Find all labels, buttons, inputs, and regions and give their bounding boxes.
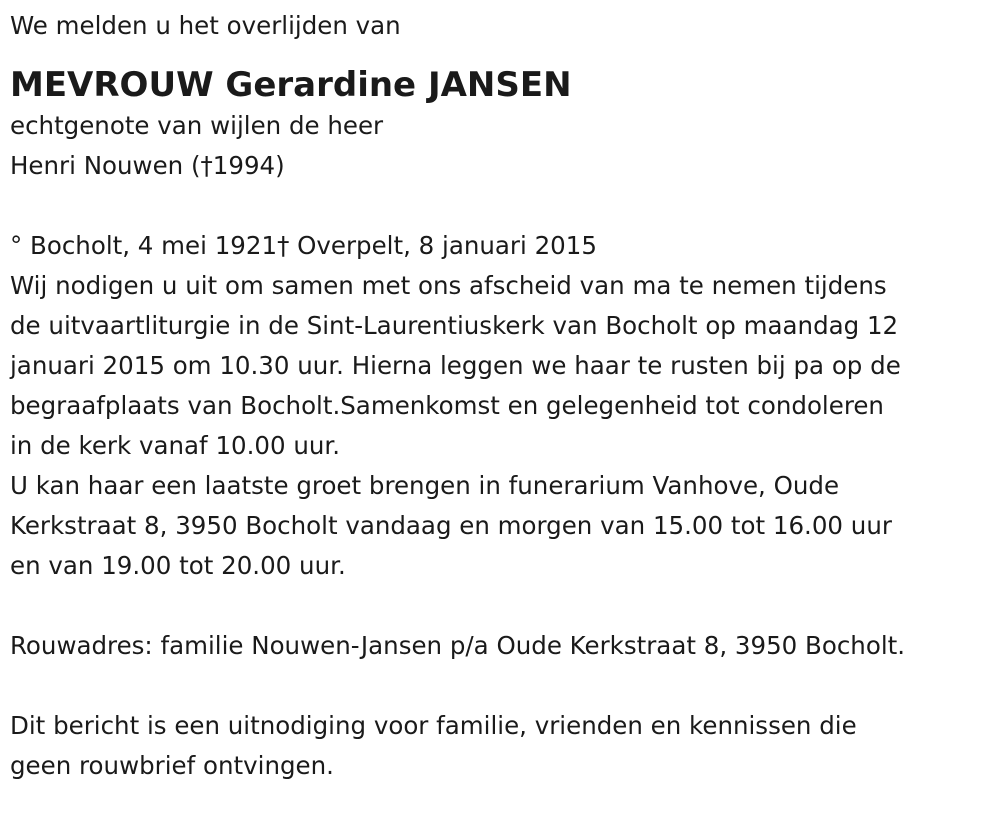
- funeral-paragraph: [10, 266, 985, 466]
- closing-paragraph: [10, 706, 985, 786]
- funeral-line: in de kerk vanaf 10.00 uur.: [10, 431, 341, 460]
- closing-line: Dit bericht is een uitnodiging voor familie, vrienden en kennissen die: [10, 711, 857, 740]
- deceased-name: MEVROUW Gerardine JANSEN: [10, 65, 572, 105]
- funeral-line: januari 2015 om 10.30 uur. Hierna leggen we haar te rusten bij pa op de: [10, 351, 901, 380]
- funeral-line: de uitvaartliturgie in de Sint-Laurentiuskerk van Bocholt op maandag 12: [10, 311, 899, 340]
- spacer: [10, 586, 985, 626]
- closing-line: geen rouwbrief ontvingen.: [10, 751, 334, 780]
- spouse-line-2: Henri Nouwen (†1994): [10, 151, 285, 180]
- funeral-line: begraafplaats van Bocholt.Samenkomst en gelegenheid tot condoleren: [10, 391, 884, 420]
- intro-text: We melden u het overlijden van: [10, 11, 401, 40]
- spouse-line-1: echtgenote van wijlen de heer: [10, 111, 384, 140]
- visit-line: Kerkstraat 8, 3950 Bocholt vandaag en morgen van 15.00 tot 16.00 uur: [10, 511, 892, 540]
- mourning-address: Rouwadres: familie Nouwen-Jansen p/a Oude Kerkstraat 8, 3950 Bocholt.: [10, 631, 906, 660]
- spacer: [10, 186, 985, 226]
- birth-death-line: ° Bocholt, 4 mei 1921† Overpelt, 8 januari 2015: [10, 231, 597, 260]
- visit-paragraph: [10, 466, 985, 586]
- spacer: [10, 666, 985, 706]
- obituary-notice: [10, 6, 985, 786]
- visit-line: en van 19.00 tot 20.00 uur.: [10, 551, 346, 580]
- funeral-line: Wij nodigen u uit om samen met ons afscheid van ma te nemen tijdens: [10, 271, 887, 300]
- visit-line: U kan haar een laatste groet brengen in funerarium Vanhove, Oude: [10, 471, 840, 500]
